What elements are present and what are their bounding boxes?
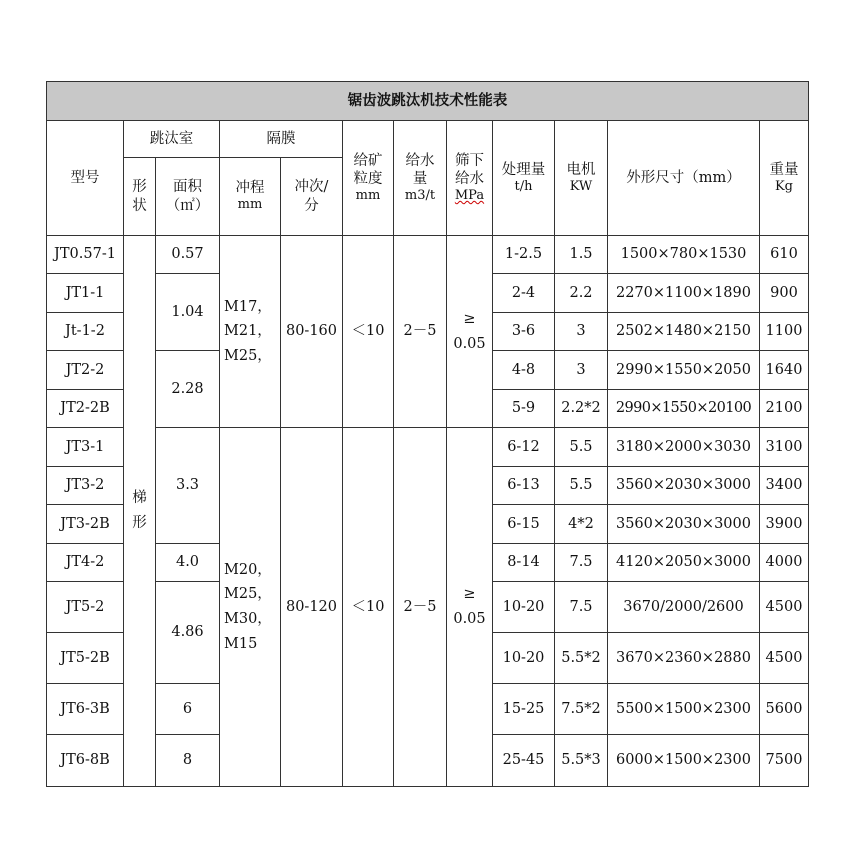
table-row: [47, 236, 809, 274]
frequency-cell: 80-120: [281, 428, 343, 787]
dimensions-cell: 3670/2000/2600: [608, 582, 760, 633]
capacity-cell: 25-45: [493, 735, 555, 787]
area-cell: 4.0: [156, 544, 220, 582]
model-cell: JT0.57-1: [47, 236, 124, 274]
model-cell: JT1-1: [47, 274, 124, 313]
capacity-cell: 4-8: [493, 351, 555, 390]
weight-cell: 900: [760, 274, 809, 313]
motor-cell: 5.5: [555, 428, 608, 467]
capacity-cell: 6-15: [493, 505, 555, 544]
weight-cell: 3400: [760, 467, 809, 505]
model-cell: JT3-1: [47, 428, 124, 467]
capacity-cell: 10-20: [493, 582, 555, 633]
header-diaphragm: 隔膜: [220, 121, 343, 158]
under-water-cell: ≥ 0.05: [447, 236, 493, 428]
header-under-water: 筛下 给水 MPa: [447, 121, 493, 236]
capacity-cell: 10-20: [493, 633, 555, 684]
area-cell: 6: [156, 684, 220, 735]
model-cell: JT4-2: [47, 544, 124, 582]
dimensions-cell: 6000×1500×2300: [608, 735, 760, 787]
model-cell: JT5-2: [47, 582, 124, 633]
capacity-cell: 5-9: [493, 390, 555, 428]
dimensions-cell: 2502×1480×2150: [608, 313, 760, 351]
weight-cell: 1640: [760, 351, 809, 390]
shape-cell: 梯 形: [124, 236, 156, 787]
spec-table: [46, 81, 809, 787]
motor-cell: 7.5: [555, 544, 608, 582]
motor-cell: 1.5: [555, 236, 608, 274]
capacity-cell: 1-2.5: [493, 236, 555, 274]
table-title: 锯齿波跳汰机技术性能表: [47, 82, 809, 121]
weight-cell: 3900: [760, 505, 809, 544]
model-cell: JT6-8B: [47, 735, 124, 787]
weight-cell: 4500: [760, 633, 809, 684]
stroke-cell: M20， M25， M30， M15: [220, 428, 281, 787]
header-area: 面积 （㎡）: [156, 158, 220, 236]
capacity-cell: 2-4: [493, 274, 555, 313]
dimensions-cell: 3560×2030×3000: [608, 505, 760, 544]
header-stroke: 冲程 mm: [220, 158, 281, 236]
area-cell: 0.57: [156, 236, 220, 274]
dimensions-cell: 2990×1550×20100: [608, 390, 760, 428]
motor-cell: 4*2: [555, 505, 608, 544]
header-motor: 电机 KW: [555, 121, 608, 236]
dimensions-cell: 3670×2360×2880: [608, 633, 760, 684]
capacity-cell: 15-25: [493, 684, 555, 735]
dimensions-cell: 1500×780×1530: [608, 236, 760, 274]
motor-cell: 2.2*2: [555, 390, 608, 428]
water-cell: 2－5: [394, 236, 447, 428]
model-cell: JT6-3B: [47, 684, 124, 735]
header-capacity: 处理量 t/h: [493, 121, 555, 236]
table-row: [47, 428, 809, 467]
dimensions-cell: 5500×1500×2300: [608, 684, 760, 735]
weight-cell: 1100: [760, 313, 809, 351]
header-shape: 形 状: [124, 158, 156, 236]
motor-cell: 3: [555, 351, 608, 390]
feed-size-cell: ＜10: [343, 428, 394, 787]
dimensions-cell: 3560×2030×3000: [608, 467, 760, 505]
frequency-cell: 80-160: [281, 236, 343, 428]
model-cell: Jt-1-2: [47, 313, 124, 351]
motor-cell: 5.5*3: [555, 735, 608, 787]
header-model: 型号: [47, 121, 124, 236]
motor-cell: 2.2: [555, 274, 608, 313]
capacity-cell: 6-13: [493, 467, 555, 505]
dimensions-cell: 2270×1100×1890: [608, 274, 760, 313]
capacity-cell: 6-12: [493, 428, 555, 467]
motor-cell: 5.5*2: [555, 633, 608, 684]
area-cell: 8: [156, 735, 220, 787]
motor-cell: 3: [555, 313, 608, 351]
weight-cell: 2100: [760, 390, 809, 428]
weight-cell: 3100: [760, 428, 809, 467]
dimensions-cell: 4120×2050×3000: [608, 544, 760, 582]
under-water-cell: ≥ 0.05: [447, 428, 493, 787]
weight-cell: 4500: [760, 582, 809, 633]
feed-size-cell: ＜10: [343, 236, 394, 428]
motor-cell: 7.5: [555, 582, 608, 633]
motor-cell: 5.5: [555, 467, 608, 505]
weight-cell: 610: [760, 236, 809, 274]
dimensions-cell: 2990×1550×2050: [608, 351, 760, 390]
header-feed-size: 给矿 粒度 mm: [343, 121, 394, 236]
area-cell: 4.86: [156, 582, 220, 684]
weight-cell: 4000: [760, 544, 809, 582]
header-chamber: 跳汰室: [124, 121, 220, 158]
header-weight: 重量 Kg: [760, 121, 809, 236]
capacity-cell: 8-14: [493, 544, 555, 582]
dimensions-cell: 3180×2000×3030: [608, 428, 760, 467]
model-cell: JT2-2B: [47, 390, 124, 428]
area-cell: 2.28: [156, 351, 220, 428]
area-cell: 3.3: [156, 428, 220, 544]
weight-cell: 7500: [760, 735, 809, 787]
header-dimensions: 外形尺寸（mm）: [608, 121, 760, 236]
water-cell: 2－5: [394, 428, 447, 787]
model-cell: JT3-2: [47, 467, 124, 505]
model-cell: JT3-2B: [47, 505, 124, 544]
header-frequency: 冲次/ 分: [281, 158, 343, 236]
capacity-cell: 3-6: [493, 313, 555, 351]
header-water: 给水 量 m3/t: [394, 121, 447, 236]
model-cell: JT2-2: [47, 351, 124, 390]
area-cell: 1.04: [156, 274, 220, 351]
motor-cell: 7.5*2: [555, 684, 608, 735]
model-cell: JT5-2B: [47, 633, 124, 684]
weight-cell: 5600: [760, 684, 809, 735]
stroke-cell: M17， M21， M25，: [220, 236, 281, 428]
